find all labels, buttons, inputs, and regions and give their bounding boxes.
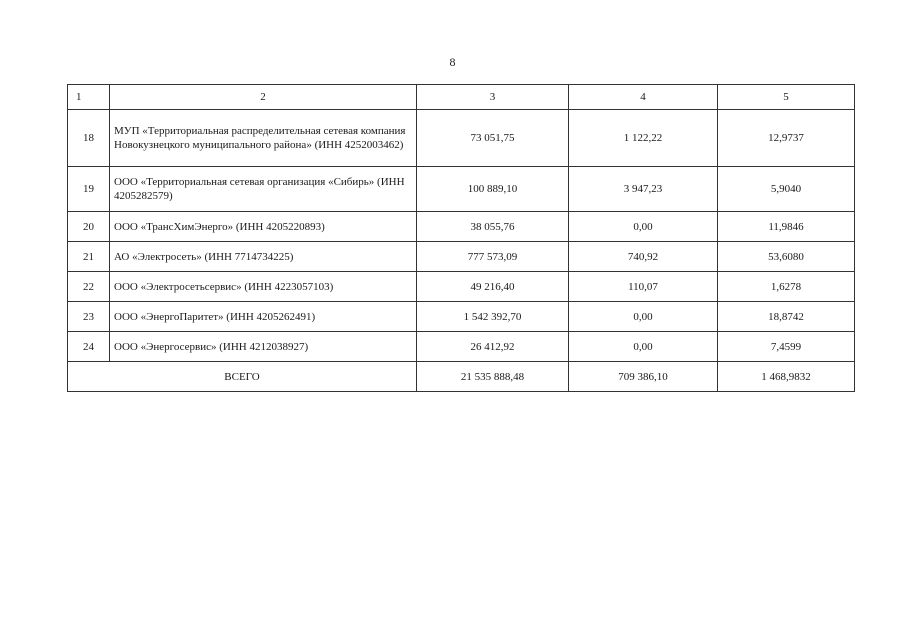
value-col4: 110,07 bbox=[569, 272, 718, 302]
table-row bbox=[68, 302, 855, 332]
row-number: 18 bbox=[68, 110, 110, 167]
value-col3: 38 055,76 bbox=[417, 212, 569, 242]
value-col5: 18,8742 bbox=[718, 302, 855, 332]
value-col4: 3 947,23 bbox=[569, 167, 718, 212]
total-row bbox=[68, 362, 855, 392]
row-number: 23 bbox=[68, 302, 110, 332]
header-cell-3: 3 bbox=[417, 85, 569, 110]
table-header-row bbox=[68, 85, 855, 110]
value-col4: 0,00 bbox=[569, 212, 718, 242]
row-number: 21 bbox=[68, 242, 110, 272]
value-col3: 26 412,92 bbox=[417, 332, 569, 362]
value-col4: 1 122,22 bbox=[569, 110, 718, 167]
value-col5: 1,6278 bbox=[718, 272, 855, 302]
value-col5: 53,6080 bbox=[718, 242, 855, 272]
value-col3: 73 051,75 bbox=[417, 110, 569, 167]
value-col5: 11,9846 bbox=[718, 212, 855, 242]
value-col3: 1 542 392,70 bbox=[417, 302, 569, 332]
header-cell-5: 5 bbox=[718, 85, 855, 110]
total-col4: 709 386,10 bbox=[569, 362, 718, 392]
tariff-table bbox=[67, 84, 855, 392]
table-row bbox=[68, 272, 855, 302]
value-col3: 100 889,10 bbox=[417, 167, 569, 212]
organization-name: ООО «ЭнергоПаритет» (ИНН 4205262491) bbox=[110, 302, 417, 332]
row-number: 24 bbox=[68, 332, 110, 362]
row-number: 20 bbox=[68, 212, 110, 242]
total-col3: 21 535 888,48 bbox=[417, 362, 569, 392]
value-col4: 0,00 bbox=[569, 332, 718, 362]
organization-name: ООО «Энергосервис» (ИНН 4212038927) bbox=[110, 332, 417, 362]
row-number: 19 bbox=[68, 167, 110, 212]
value-col3: 777 573,09 bbox=[417, 242, 569, 272]
table-row bbox=[68, 212, 855, 242]
total-col5: 1 468,9832 bbox=[718, 362, 855, 392]
table-row bbox=[68, 167, 855, 212]
organization-name: АО «Электросеть» (ИНН 7714734225) bbox=[110, 242, 417, 272]
table-row bbox=[68, 110, 855, 167]
header-cell-1: 1 bbox=[68, 85, 110, 110]
value-col5: 7,4599 bbox=[718, 332, 855, 362]
table-row bbox=[68, 242, 855, 272]
page-number: 8 bbox=[449, 55, 456, 69]
organization-name: ООО «ТрансХимЭнерго» (ИНН 4205220893) bbox=[110, 212, 417, 242]
value-col4: 740,92 bbox=[569, 242, 718, 272]
row-number: 22 bbox=[68, 272, 110, 302]
value-col5: 12,9737 bbox=[718, 110, 855, 167]
header-cell-2: 2 bbox=[110, 85, 417, 110]
value-col3: 49 216,40 bbox=[417, 272, 569, 302]
header-cell-4: 4 bbox=[569, 85, 718, 110]
table-row bbox=[68, 332, 855, 362]
value-col5: 5,9040 bbox=[718, 167, 855, 212]
organization-name: ООО «Электросетьсервис» (ИНН 4223057103) bbox=[110, 272, 417, 302]
total-label: ВСЕГО bbox=[68, 362, 417, 392]
organization-name: МУП «Территориальная распределительная сетевая компания Новокузнецкого муниципального района» (ИНН 4252003462) bbox=[110, 110, 417, 167]
organization-name: ООО «Территориальная сетевая организация «Сибирь» (ИНН 4205282579) bbox=[110, 167, 417, 212]
value-col4: 0,00 bbox=[569, 302, 718, 332]
